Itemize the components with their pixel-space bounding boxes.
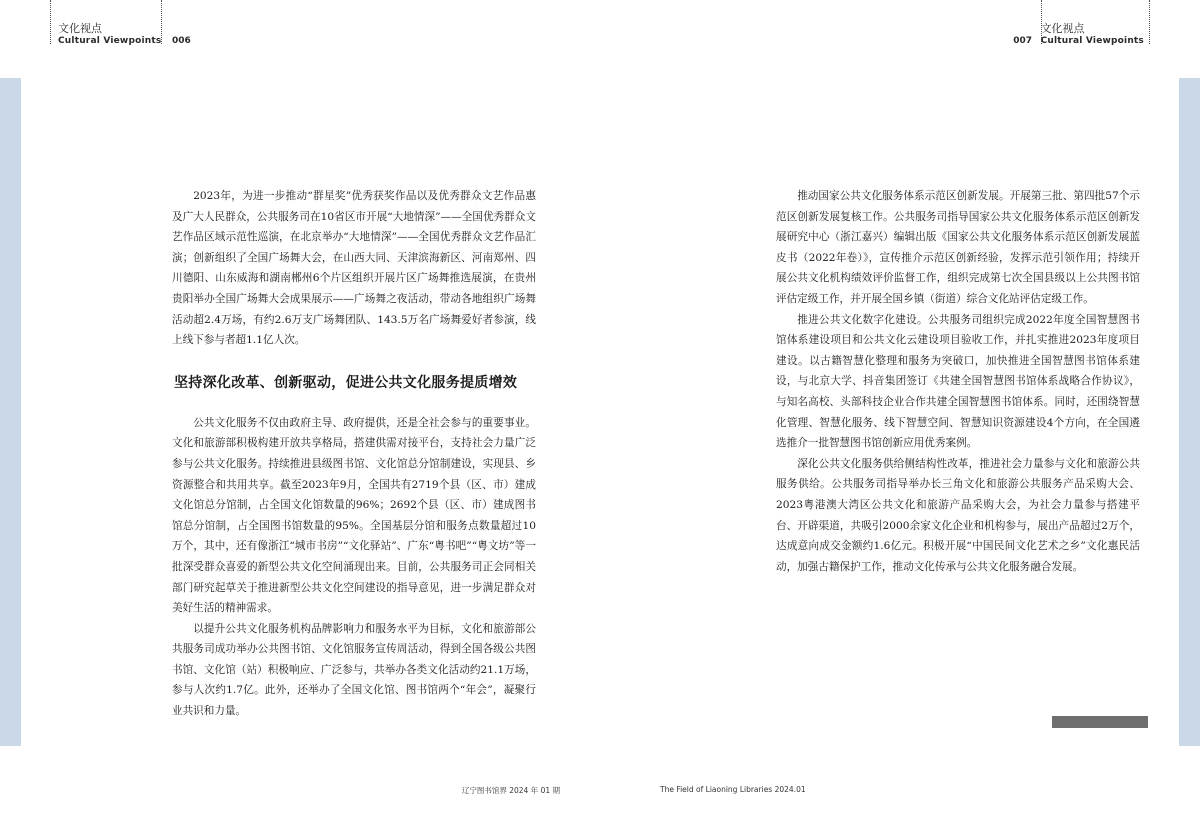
header-rule-left-outer [50, 0, 51, 44]
header-rule-right-outer [1149, 0, 1150, 44]
page-number-left: 006 [172, 36, 191, 46]
body-paragraph: 公共文化服务不仅由政府主导、政府提供，还是全社会参与的重要事业。文化和旅游部积极构建开放共享格局，搭建供需对接平台，支持社会力量广泛参与公共文化服务。持续推进县级图书馆、文化馆总分馆制建设，实现县、乡资源整合和共用共享。截至2023年9月，全国共有2719个县（区、市）建成文化馆总分馆制，占全国文化馆数量的96%；2692个县（区、市）建成图书馆总分馆制，占全国图书馆数量的95%。全国基层分馆和服务点数量超过10万个，其中，还有像浙江“城市书房”“文化驿站”、广东“粤书吧”“粤文坊”等一批深受群众喜爱的新型公共文化空间涌现出来。目前，公共服务司正会同相关部门研究起草关于推进新型公共文化空间建设的指导意见，进一步满足群众对美好生活的精神需求。 [172, 416, 536, 615]
page-number-right: 007 [1013, 36, 1032, 46]
footer-journal-en: The Field of Liaoning Libraries 2024.01 [660, 785, 806, 794]
running-head-right [1041, 22, 1144, 47]
body-paragraph: 推动国家公共文化服务体系示范区创新发展。开展第三批、第四批57个示范区创新发展复核工作。公共服务司指导国家公共文化服务体系示范区创新发展研究中心（浙江嘉兴）编辑出版《国家公共文化服务体系示范区创新发展蓝皮书（2022年卷）》，宣传推介示范区创新经验，发挥示范引领作用；持续开展公共文化机构绩效评价监督工作，组织完成第七次全国县级以上公共图书馆评估定级工作，并开展全国乡镇（街道）综合文化站评估定级工作。 [776, 190, 1140, 305]
body-paragraph: 推进公共文化数字化建设。公共服务司组织完成2022年度全国智慧图书馆体系建设项目和公共文化云建设项目验收工作，并扎实推进2023年度项目建设。以古籍智慧化整理和服务为突破口，加快推进全国智慧图书馆体系建设，与北京大学、抖音集团签订《共建全国智慧图书馆体系战略合作协议》，与知名高校、头部科技企业合作共建全国智慧图书馆体系。同时，还围绕智慧化管理、智慧化服务、线下智慧空间、智慧知识资源建设4个方向，在全国遴选推介一批智慧图书馆创新应用优秀案例。 [776, 313, 1140, 450]
section-title-en: Cultural Viewpoints [58, 36, 162, 46]
body-paragraph: 深化公共文化服务供给侧结构性改革，推进社会力量参与文化和旅游公共服务供给。公共服务司指导举办长三角文化和旅游公共服务产品采购大会、2023粤港澳大湾区公共文化和旅游产品采购大会，为社会力量参与搭建平台、开辟渠道，共吸引2000余家文化企业和机构参与，展出产品超过2万个，达成意向成交金额约1.6亿元。积极开展“中国民间文化艺术之乡”文化惠民活动，加强古籍保护工作，推动文化传承与公共文化服务融合发展。 [776, 457, 1140, 573]
running-head-left [58, 22, 161, 47]
body-paragraph: 以提升公共文化服务机构品牌影响力和服务水平为目标，文化和旅游部公共服务司成功举办公共图书馆、文化馆服务宣传周活动，得到全国各级公共图书馆、文化馆（站）积极响应、广泛参与，共举办各类文化活动约21.1万场，参与人次约1.7亿。此外，还举办了全国文化馆、图书馆两个“年会”，凝聚行业共识和力量。 [172, 622, 536, 718]
section-heading: 坚持深化改革、创新驱动，促进公共文化服务提质增效 [174, 374, 518, 391]
right-column [776, 186, 1140, 577]
decorative-bar [1052, 716, 1148, 728]
section-title-cn: 文化视点 [1040, 22, 1085, 35]
body-paragraph: 2023年，为进一步推动“群星奖”优秀获奖作品以及优秀群众文艺作品惠及广大人民群众，公共服务司在10省区市开展“大地情深”——全国优秀群众文艺作品区域示范性巡演，在北京举办“大地情深”——全国优秀群众文艺作品汇演；创新组织了全国广场舞大会，在山西大同、天津滨海新区、河南郑州、四川德阳、山东威海和湖南郴州6个片区组织开展片区广场舞推选展演，在贵州贵阳举办全国广场舞大会成果展示——广场舞之夜活动，带动各地组织广场舞活动超2.4万场，有约2.6万支广场舞团队、143.5万名广场舞爱好者参演，线上线下参与者超1.1亿人次。 [172, 190, 536, 347]
side-band-left [0, 78, 21, 746]
footer-journal-cn: 辽宁图书馆界 2024 年 01 期 [461, 786, 560, 795]
section-title-cn: 文化视点 [58, 22, 102, 35]
section-title-en: Cultural Viewpoints [1040, 36, 1144, 46]
left-column [172, 186, 536, 722]
side-band-right [1179, 78, 1200, 746]
